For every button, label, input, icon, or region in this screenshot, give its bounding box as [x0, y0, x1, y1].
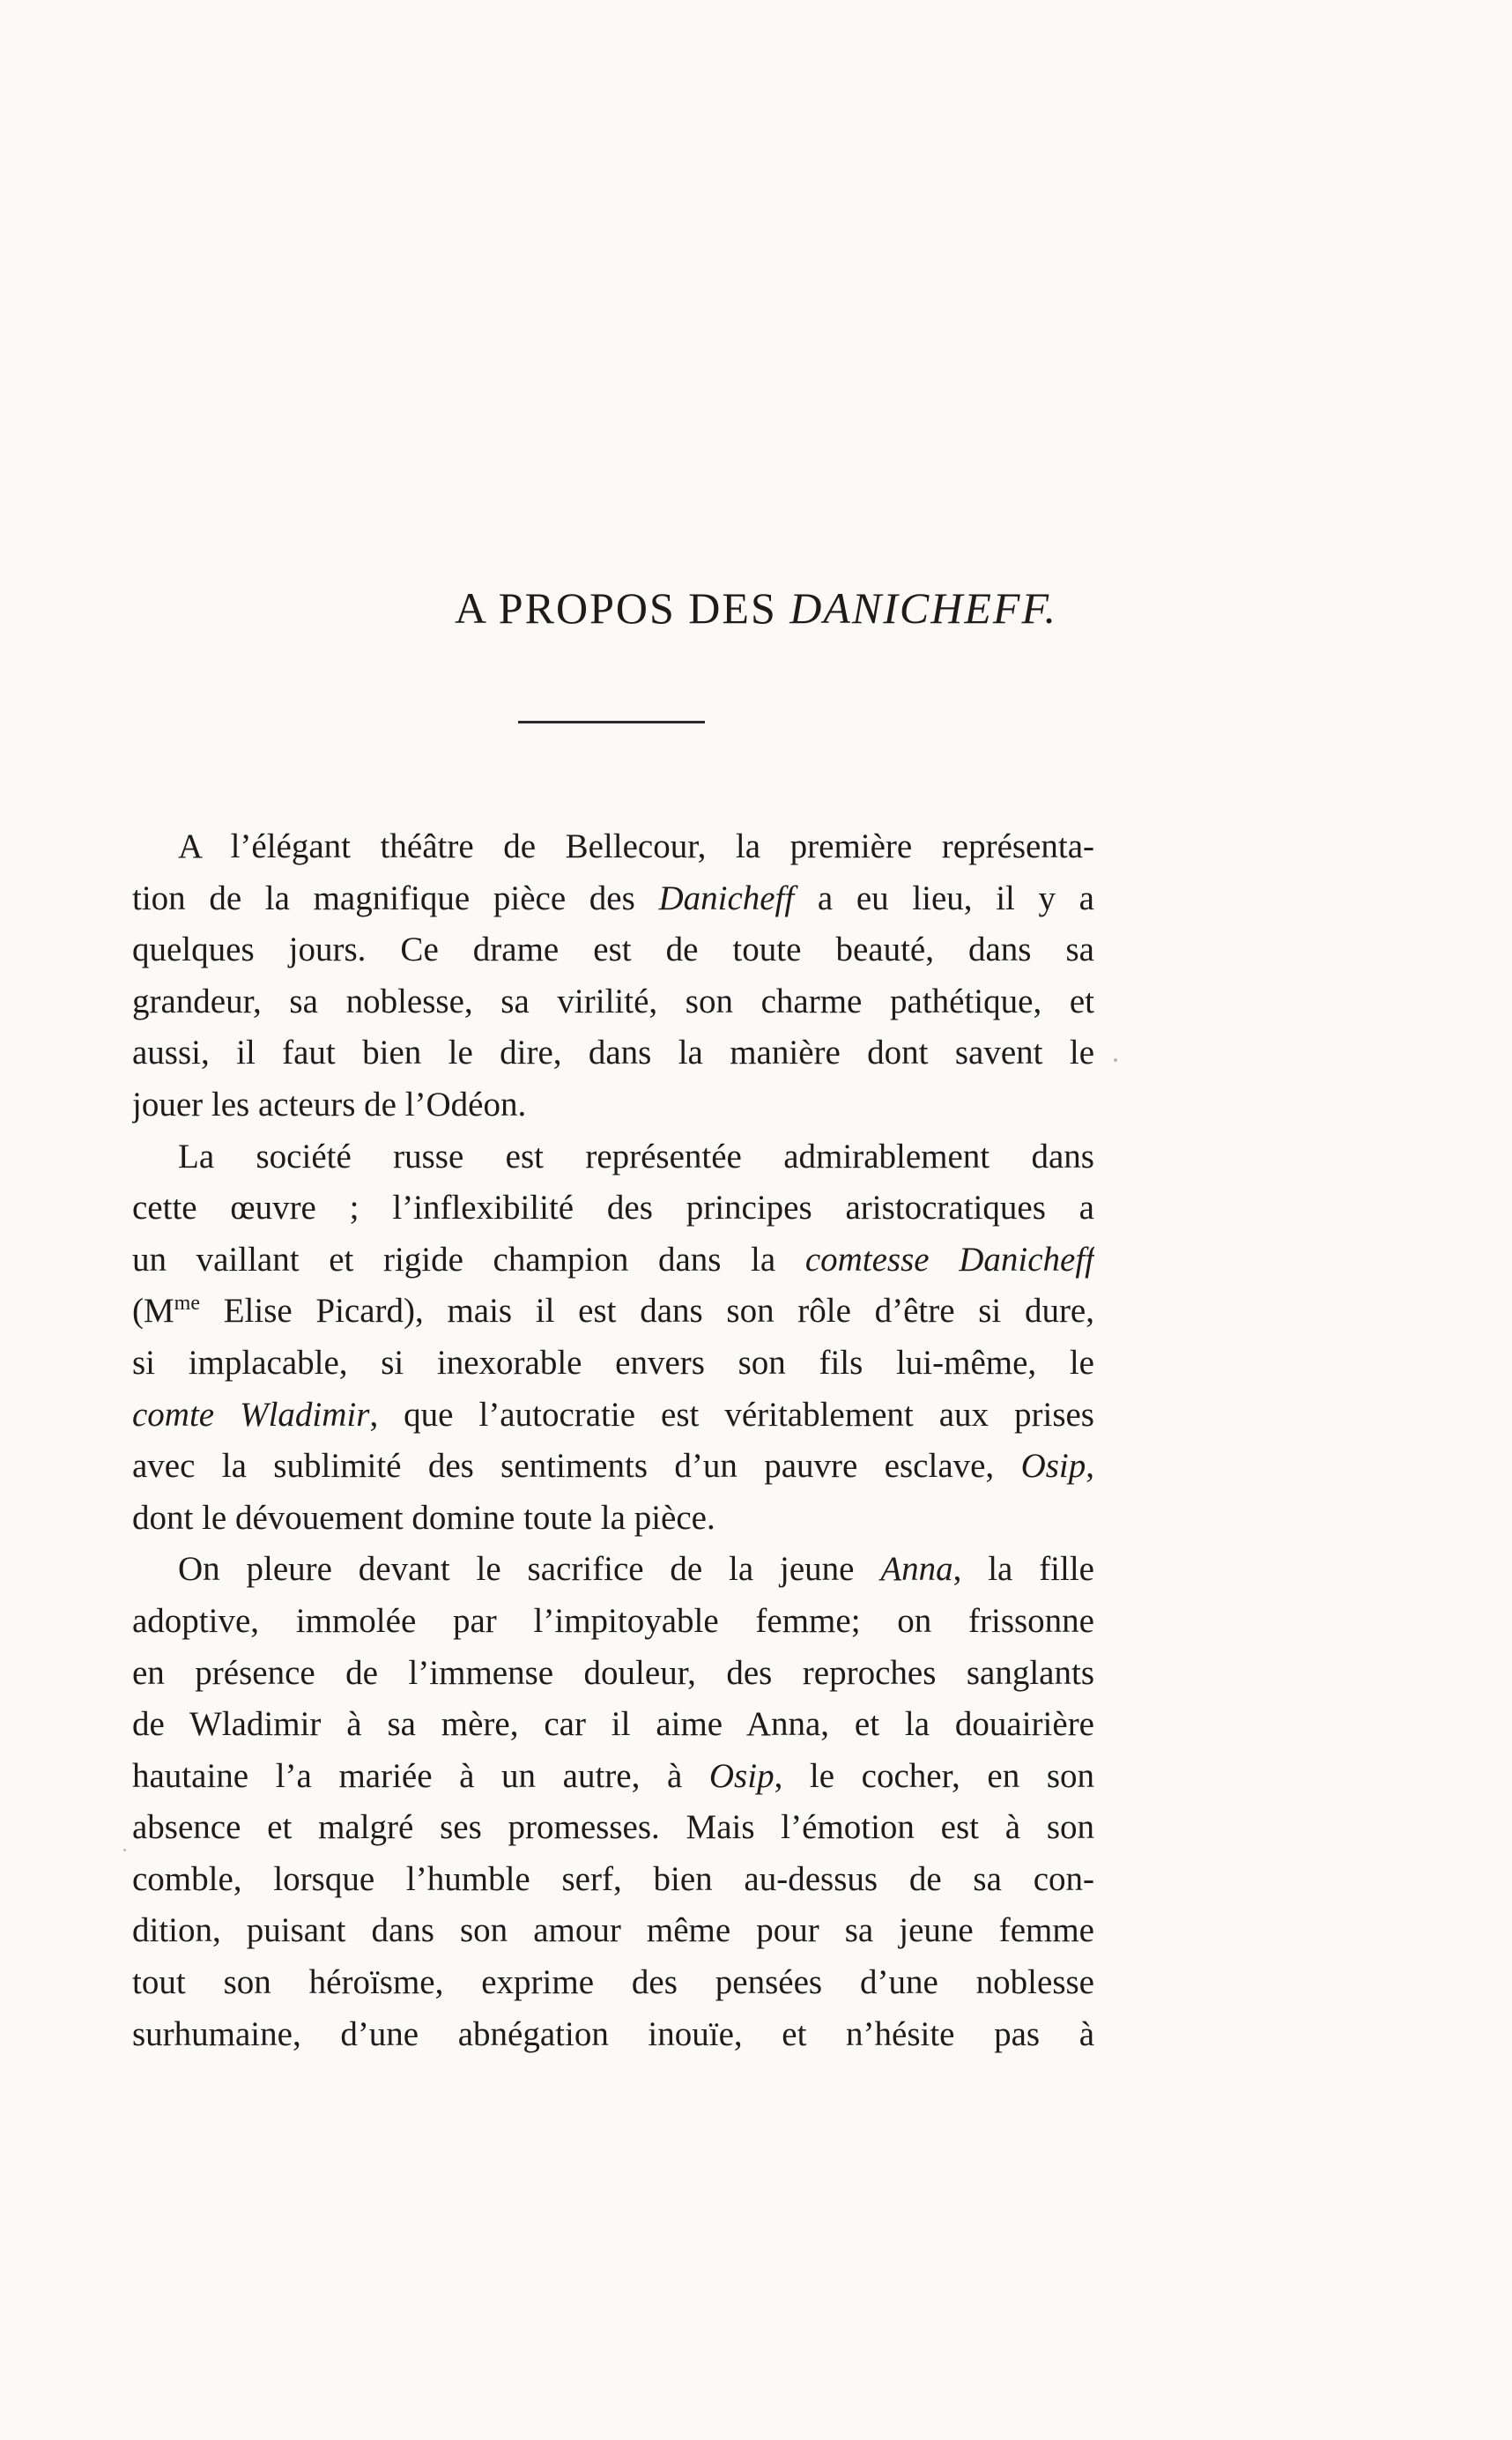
text-run: si implacable, si inexorable envers son fils lui-même, le: [132, 1343, 1094, 1382]
text-line: [132, 1079, 1094, 1131]
text-run: adoptive, immolée par l’impitoyable femme; on frissonne: [132, 1601, 1094, 1640]
text-run: un vaillant et rigide champion dans la: [132, 1240, 805, 1279]
paper-speck: [123, 1849, 126, 1851]
text-run: tion de la magnifique pièce des: [132, 879, 659, 917]
text-run: On pleure devant le sacrifice de la jeune: [178, 1550, 881, 1589]
text-line: [132, 1802, 1094, 1854]
italic-text: comtesse Danicheff: [804, 1240, 1094, 1279]
chapter-title-prefix: A PROPOS DES: [454, 583, 790, 633]
italic-text: comte Wladimir: [132, 1395, 370, 1434]
body-text: [132, 821, 1094, 2060]
text-line: [132, 1751, 1094, 1803]
text-line: [132, 1493, 1094, 1545]
text-line: [132, 1648, 1094, 1700]
text-line: [132, 821, 1094, 873]
text-line: [132, 2009, 1094, 2061]
text-line: [132, 1027, 1094, 1079]
text-line: [132, 976, 1094, 1028]
text-run: cette œuvre ; l’inflexibilité des principes aristocratiques a: [132, 1189, 1094, 1227]
text-run: quelques jours. Ce drame est de toute beauté, dans sa: [132, 931, 1094, 969]
text-run: aussi, il faut bien le dire, dans la manière dont savent le: [132, 1034, 1094, 1072]
text-line: [132, 873, 1094, 925]
text-run: La société russe est représentée admirablement dans: [178, 1137, 1094, 1176]
text-line: [132, 1854, 1094, 1906]
text-run: a eu lieu, il y a: [794, 879, 1094, 917]
text-run: A l’élégant théâtre de Bellecour, la première représenta-: [178, 827, 1094, 865]
text-line: [132, 1957, 1094, 2009]
text-line: [132, 1699, 1094, 1751]
text-line: [132, 1286, 1094, 1338]
text-run: tout son héroïsme, exprime des pensées d’une noblesse: [132, 1963, 1094, 2002]
text-line: [132, 1390, 1094, 1442]
superscript-text: me: [174, 1292, 200, 1316]
italic-text: Osip: [708, 1756, 775, 1795]
text-run: grandeur, sa noblesse, sa virilité, son charme pathétique, et: [132, 982, 1094, 1020]
italic-text: Osip: [1020, 1447, 1086, 1486]
text-line: [132, 1544, 1094, 1596]
text-run: absence et malgré ses promesses. Mais l’émotion est à son: [132, 1808, 1094, 1847]
text-run: jouer les acteurs de l’Odéon.: [132, 1085, 527, 1124]
text-line: [132, 1338, 1094, 1390]
text-run: (M: [132, 1292, 174, 1331]
text-run: comble, lorsque l’humble serf, bien au-dessus de sa con-: [132, 1859, 1094, 1898]
text-run: hautaine l’a mariée à un autre, à: [132, 1756, 709, 1795]
text-run: , la fille: [952, 1550, 1094, 1589]
title-separator-rule: [518, 721, 705, 723]
text-run: avec la sublimité des sentiments d’un pauvre esclave,: [132, 1447, 1021, 1486]
text-line: [132, 1596, 1094, 1648]
text-run: en présence de l’immense douleur, des reproches sanglants: [132, 1653, 1094, 1692]
text-line: [132, 1131, 1094, 1183]
text-line: [132, 1235, 1094, 1287]
text-run: dont le dévouement domine toute la pièce.: [132, 1498, 715, 1537]
paper-speck: [1114, 1058, 1117, 1062]
chapter-title: [0, 577, 1512, 639]
italic-text: Danicheff: [658, 879, 795, 917]
text-run: Elise Picard), mais il est dans son rôle d’être si dure,: [200, 1292, 1094, 1331]
text-run: , que l’autocratie est véritablement aux prises: [369, 1395, 1094, 1434]
text-line: [132, 1441, 1094, 1493]
italic-text: Anna: [880, 1550, 953, 1589]
text-run: ,: [1086, 1447, 1094, 1486]
text-run: de Wladimir à sa mère, car il aime Anna, et la douairière: [132, 1705, 1094, 1744]
text-line: [132, 1905, 1094, 1957]
text-run: , le cocher, en son: [774, 1756, 1094, 1795]
text-line: [132, 924, 1094, 976]
chapter-title-italic: DANICHEFF.: [789, 583, 1058, 633]
text-run: dition, puisant dans son amour même pour sa jeune femme: [132, 1911, 1094, 1950]
text-run: surhumaine, d’une abnégation inouïe, et n’hésite pas à: [132, 2014, 1094, 2053]
text-line: [132, 1183, 1094, 1235]
